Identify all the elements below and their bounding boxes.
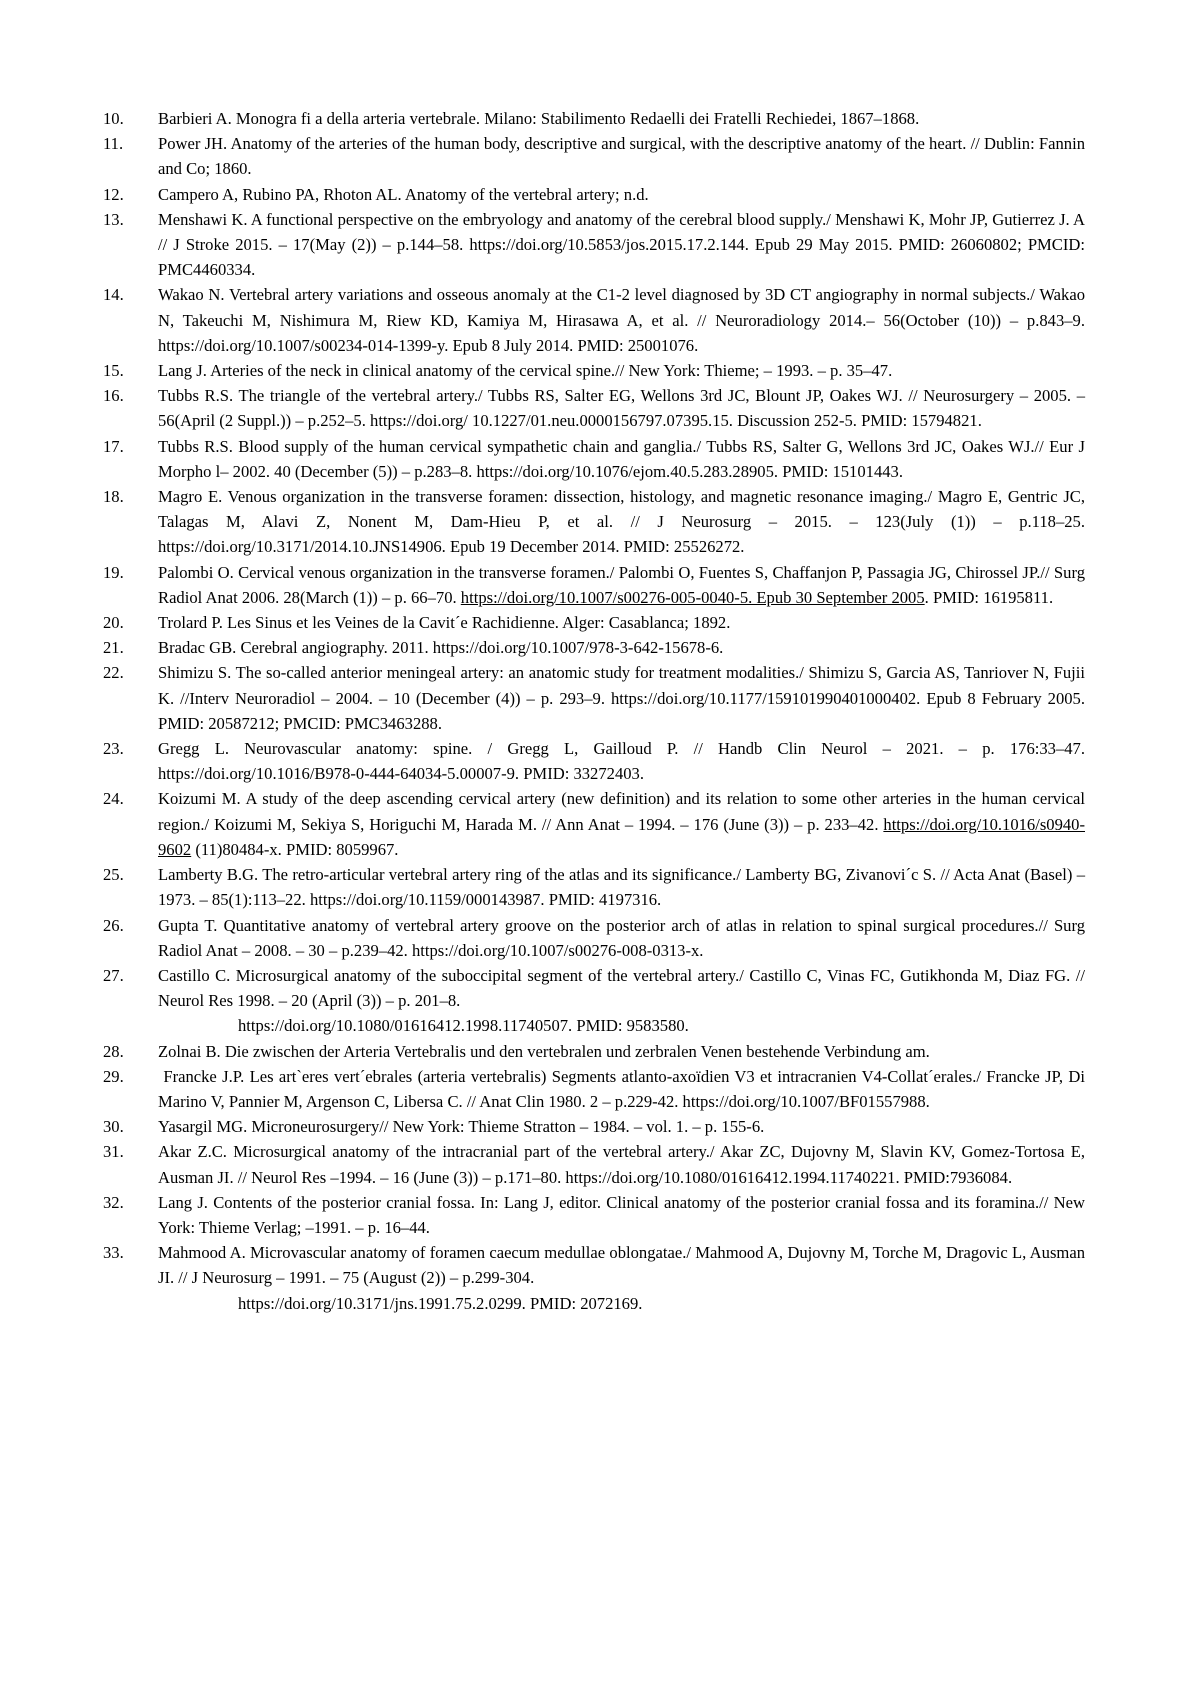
reference-item <box>103 610 1085 635</box>
reference-text <box>158 358 1085 383</box>
reference-doi-line <box>238 1291 1085 1316</box>
reference-number: 21. <box>103 638 124 658</box>
reference-body <box>158 383 1085 433</box>
reference-number: 24. <box>103 789 124 809</box>
reference-body <box>158 484 1085 560</box>
text-segment: Wakao N. Vertebral artery variations and osseous anomaly at the C1-2 level diagnosed by 3D CT angiography in normal subjects./ Wakao N, Takeuchi M, Nishimura M, Riew KD, Kamiya M, Hirasawa A, et al. // Neuroradiology 2014.– 56(October (10)) – p.843–9. https://doi.org/10.1007/s00234-014-1399-y. Epub 8 July 2014. PMID: 25001076. <box>158 285 1085 355</box>
text-segment: Palombi O. Cervical venous organization in the transverse foramen./ Palombi O, Fuentes S, Chaffanjon P, Passagia JG, Chirossel JP.// Surg Radiol Anat 2006. 28(March (1)) – p. 66–70. <box>158 562 1085 607</box>
reference-number: 11. <box>103 134 124 154</box>
reference-body <box>158 282 1085 358</box>
text-segment: Lang J. Arteries of the neck in clinical anatomy of the cervical spine.// New York: Thieme; – 1993. – p. 35–47. <box>158 361 893 381</box>
reference-body <box>158 358 1085 383</box>
reference-number: 31. <box>103 1142 124 1162</box>
reference-body <box>158 560 1085 610</box>
reference-number: 12. <box>103 184 124 204</box>
doi-link[interactable]: https://doi.org/10.1016/s0940-9602 <box>158 814 1085 859</box>
reference-item <box>103 383 1085 433</box>
reference-item <box>103 182 1085 207</box>
reference-text <box>158 1190 1085 1240</box>
text-segment: Zolnai B. Die zwischen der Arteria Vertebralis und den vertebralen und zerbralen Venen bestehende Verbindung am. <box>158 1041 930 1061</box>
reference-text <box>158 660 1085 736</box>
text-segment: https://doi.org/10.1080/01616412.1998.11740507. PMID: 9583580. <box>238 1016 689 1036</box>
reference-text <box>158 282 1085 358</box>
reference-number: 26. <box>103 915 124 935</box>
text-segment: Bradac GB. Cerebral angiography. 2011. https://doi.org/10.1007/978-3-642-15678-6. <box>158 638 724 658</box>
reference-item <box>103 635 1085 660</box>
reference-body <box>158 610 1085 635</box>
reference-body <box>158 1114 1085 1139</box>
reference-item <box>103 1139 1085 1189</box>
reference-body <box>158 736 1085 786</box>
reference-item <box>103 131 1085 181</box>
reference-item <box>103 282 1085 358</box>
text-segment: Lamberty B.G. The retro-articular vertebral artery ring of the atlas and its significance./ Lamberty BG, Zivanovi´c S. // Acta Anat (Basel) – 1973. – 85(1):113–22. https://doi.org/10.1159/000143987. PMID: 4197316. <box>158 865 1085 910</box>
reference-text <box>158 1240 1085 1290</box>
reference-body <box>158 1039 1085 1064</box>
reference-body <box>158 1190 1085 1240</box>
reference-number: 19. <box>103 562 124 582</box>
reference-number: 13. <box>103 209 124 229</box>
reference-number: 10. <box>103 109 124 128</box>
reference-number: 15. <box>103 361 124 381</box>
reference-text <box>158 963 1085 1013</box>
reference-number: 16. <box>103 386 124 406</box>
text-segment: https://doi.org/10.3171/jns.1991.75.2.0299. PMID: 2072169. <box>238 1293 643 1313</box>
reference-number: 27. <box>103 965 124 985</box>
reference-text <box>158 106 1085 131</box>
reference-number: 29. <box>103 1066 124 1086</box>
reference-number: 33. <box>103 1243 124 1263</box>
reference-body <box>158 207 1085 283</box>
reference-text <box>158 434 1085 484</box>
reference-item <box>103 358 1085 383</box>
reference-text <box>158 1039 1085 1064</box>
reference-text <box>158 736 1085 786</box>
reference-body <box>158 963 1085 1039</box>
text-segment: Akar Z.C. Microsurgical anatomy of the intracranial part of the vertebral artery./ Akar ZC, Dujovny M, Slavin KV, Gomez-Tortosa E, Ausman JI. // Neurol Res –1994. – 16 (June (3)) – p.171–80. https://doi.org/10.1080/01616412.1994.11740221. PMID:7936084. <box>158 1142 1085 1187</box>
reference-item <box>103 1114 1085 1139</box>
reference-text <box>158 635 1085 660</box>
reference-item <box>103 786 1085 862</box>
reference-item <box>103 106 1085 131</box>
text-segment: (11)80484-x. PMID: 8059967. <box>191 839 399 859</box>
reference-body <box>158 913 1085 963</box>
reference-body <box>158 786 1085 862</box>
text-segment: . PMID: 16195811. <box>924 587 1054 607</box>
reference-text <box>158 182 1085 207</box>
text-segment: Mahmood A. Microvascular anatomy of foramen caecum medullae oblongatae./ Mahmood A, Dujovny M, Torche M, Dragovic L, Ausman JI. // J Neurosurg – 1991. – 75 (August (2)) – p.299-304. <box>158 1243 1085 1288</box>
reference-body <box>158 862 1085 912</box>
reference-item <box>103 207 1085 283</box>
reference-text <box>158 484 1085 560</box>
text-segment: Lang J. Contents of the posterior cranial fossa. In: Lang J, editor. Clinical anatomy of the posterior cranial fossa and its foramina.// New York: Thieme Verlag; –1991. – p. 16–44. <box>158 1192 1085 1237</box>
text-segment: Power JH. Anatomy of the arteries of the human body, descriptive and surgical, with the descriptive anatomy of the heart. // Dublin: Fannin and Co; 1860. <box>158 134 1085 179</box>
text-segment: Menshawi K. A functional perspective on the embryology and anatomy of the cerebral blood supply./ Menshawi K, Mohr JP, Gutierrez J. A // J Stroke 2015. – 17(May (2)) – p.144–58. https://doi.org/10.5853/jos.2015.17.2.144. Epub 29 May 2015. PMID: 26060802; PMCID: PMC4460334. <box>158 209 1085 280</box>
reference-body <box>158 660 1085 736</box>
reference-body <box>158 182 1085 207</box>
reference-number: 25. <box>103 865 124 885</box>
reference-text <box>158 560 1085 610</box>
reference-text <box>158 1114 1085 1139</box>
text-segment: Koizumi M. A study of the deep ascending cervical artery (new definition) and its relation to some other arteries in the human cervical region./ Koizumi M, Sekiya S, Horiguchi M, Harada M. // Ann Anat – 1994. – 176 (June (3)) – p. 233–42. <box>158 789 1085 834</box>
reference-body <box>158 434 1085 484</box>
reference-text <box>158 207 1085 283</box>
reference-list <box>103 106 1085 1316</box>
reference-text <box>158 862 1085 912</box>
reference-body <box>158 1240 1085 1316</box>
reference-body <box>158 1064 1085 1114</box>
text-segment: Gregg L. Neurovascular anatomy: spine. / Gregg L, Gailloud P. // Handb Clin Neurol – 2021. – p. 176:33–47. https://doi.org/10.1016/B978-0-444-64034-5.00007-9. PMID: 33272403. <box>158 739 1085 784</box>
reference-number: 18. <box>103 487 124 507</box>
text-segment: Gupta T. Quantitative anatomy of vertebral artery groove on the posterior arch of atlas in relation to spinal surgical procedures.// Surg Radiol Anat – 2008. – 30 – p.239–42. https://doi.org/10.1007/s00276-008-0313-x. <box>158 915 1085 960</box>
reference-body <box>158 106 1085 131</box>
text-segment: Barbieri A. Monogra fi a della arteria vertebrale. Milano: Stabilimento Redaelli dei Fratelli Rechiedei, 1867–1868. <box>158 109 920 128</box>
reference-item <box>103 434 1085 484</box>
reference-item <box>103 862 1085 912</box>
reference-item <box>103 560 1085 610</box>
text-segment: Tubbs R.S. The triangle of the vertebral artery./ Tubbs RS, Salter EG, Wellons 3rd JC, Blount JP, Oakes WJ. // Neurosurgery – 2005. – 56(April (2 Suppl.)) – p.252–5. https://doi.org/ 10.1227/01.neu.0000156797.07395.15. Discussion 252-5. PMID: 15794821. <box>158 386 1085 431</box>
reference-text <box>158 383 1085 433</box>
reference-number: 23. <box>103 739 124 759</box>
reference-text <box>158 131 1085 181</box>
reference-item <box>103 484 1085 560</box>
reference-number: 17. <box>103 436 124 456</box>
text-segment: Yasargil MG. Microneurosurgery// New York: Thieme Stratton – 1984. – vol. 1. – p. 155-6. <box>158 1117 765 1137</box>
text-segment: Tubbs R.S. Blood supply of the human cervical sympathetic chain and ganglia./ Tubbs RS, Salter G, Wellons 3rd JC, Oakes WJ.// Eur J Morpho l– 2002. 40 (December (5)) – p.283–8. https://doi.org/10.1076/ejom.40.5.283.28905. PMID: 15101443. <box>158 436 1085 481</box>
reference-text <box>158 786 1085 862</box>
reference-body <box>158 635 1085 660</box>
reference-doi-line <box>238 1013 1085 1038</box>
reference-item <box>103 1240 1085 1316</box>
reference-text <box>158 913 1085 963</box>
doi-link[interactable]: https://doi.org/10.1007/s00276-005-0040-5. Epub 30 September 2005 <box>460 587 925 607</box>
reference-number: 30. <box>103 1117 124 1137</box>
reference-item <box>103 1064 1085 1114</box>
reference-item <box>103 1039 1085 1064</box>
reference-number: 14. <box>103 285 124 305</box>
reference-item <box>103 736 1085 786</box>
reference-body <box>158 131 1085 181</box>
reference-item <box>103 1190 1085 1240</box>
reference-number: 28. <box>103 1041 124 1061</box>
reference-number: 22. <box>103 663 124 683</box>
reference-text <box>158 610 1085 635</box>
text-segment: Magro E. Venous organization in the transverse foramen: dissection, histology, and magnetic resonance imaging./ Magro E, Gentric JC, Talagas M, Alavi Z, Nonent M, Dam-Hieu P, et al. // J Neurosurg – 2015. – 123(July (1)) – p.118–25. https://doi.org/10.3171/2014.10.JNS14906. Epub 19 December 2014. PMID: 25526272. <box>158 487 1085 557</box>
reference-text <box>158 1064 1085 1114</box>
reference-text <box>158 1139 1085 1189</box>
text-segment: Shimizu S. The so-called anterior meningeal artery: an anatomic study for treatment modalities./ Shimizu S, Garcia AS, Tanriover N, Fujii K. //Interv Neuroradiol – 2004. – 10 (December (4)) – p. 293–9. https://doi.org/10.1177/159101990401000402. Epub 8 February 2005. PMID: 20587212; PMCID: PMC3463288. <box>158 663 1085 733</box>
reference-item <box>103 963 1085 1039</box>
text-segment: Campero A, Rubino PA, Rhoton AL. Anatomy of the vertebral artery; n.d. <box>158 184 649 204</box>
text-segment: Francke J.P. Les art`eres vert´ebrales (arteria vertebralis) Segments atlanto-axoïdien V3 et intracranien V4-Collat´erales./ Francke JP, Di Marino V, Pannier M, Argenson C, Libersa C. // Anat Clin 1980. 2 – p.229-42. https://doi.org/10.1007/BF01557988. <box>158 1066 1085 1111</box>
text-segment: Castillo C. Microsurgical anatomy of the suboccipital segment of the vertebral artery./ Castillo C, Vinas FC, Gutikhonda M, Diaz FG. // Neurol Res 1998. – 20 (April (3)) – p. 201–8. <box>158 965 1085 1011</box>
reference-item <box>103 913 1085 963</box>
reference-number: 20. <box>103 613 124 633</box>
text-segment: Trolard P. Les Sinus et les Veines de la Cavit´e Rachidienne. Alger: Casablanca; 1892. <box>158 613 731 633</box>
reference-item <box>103 660 1085 736</box>
reference-number: 32. <box>103 1192 124 1212</box>
reference-body <box>158 1139 1085 1189</box>
